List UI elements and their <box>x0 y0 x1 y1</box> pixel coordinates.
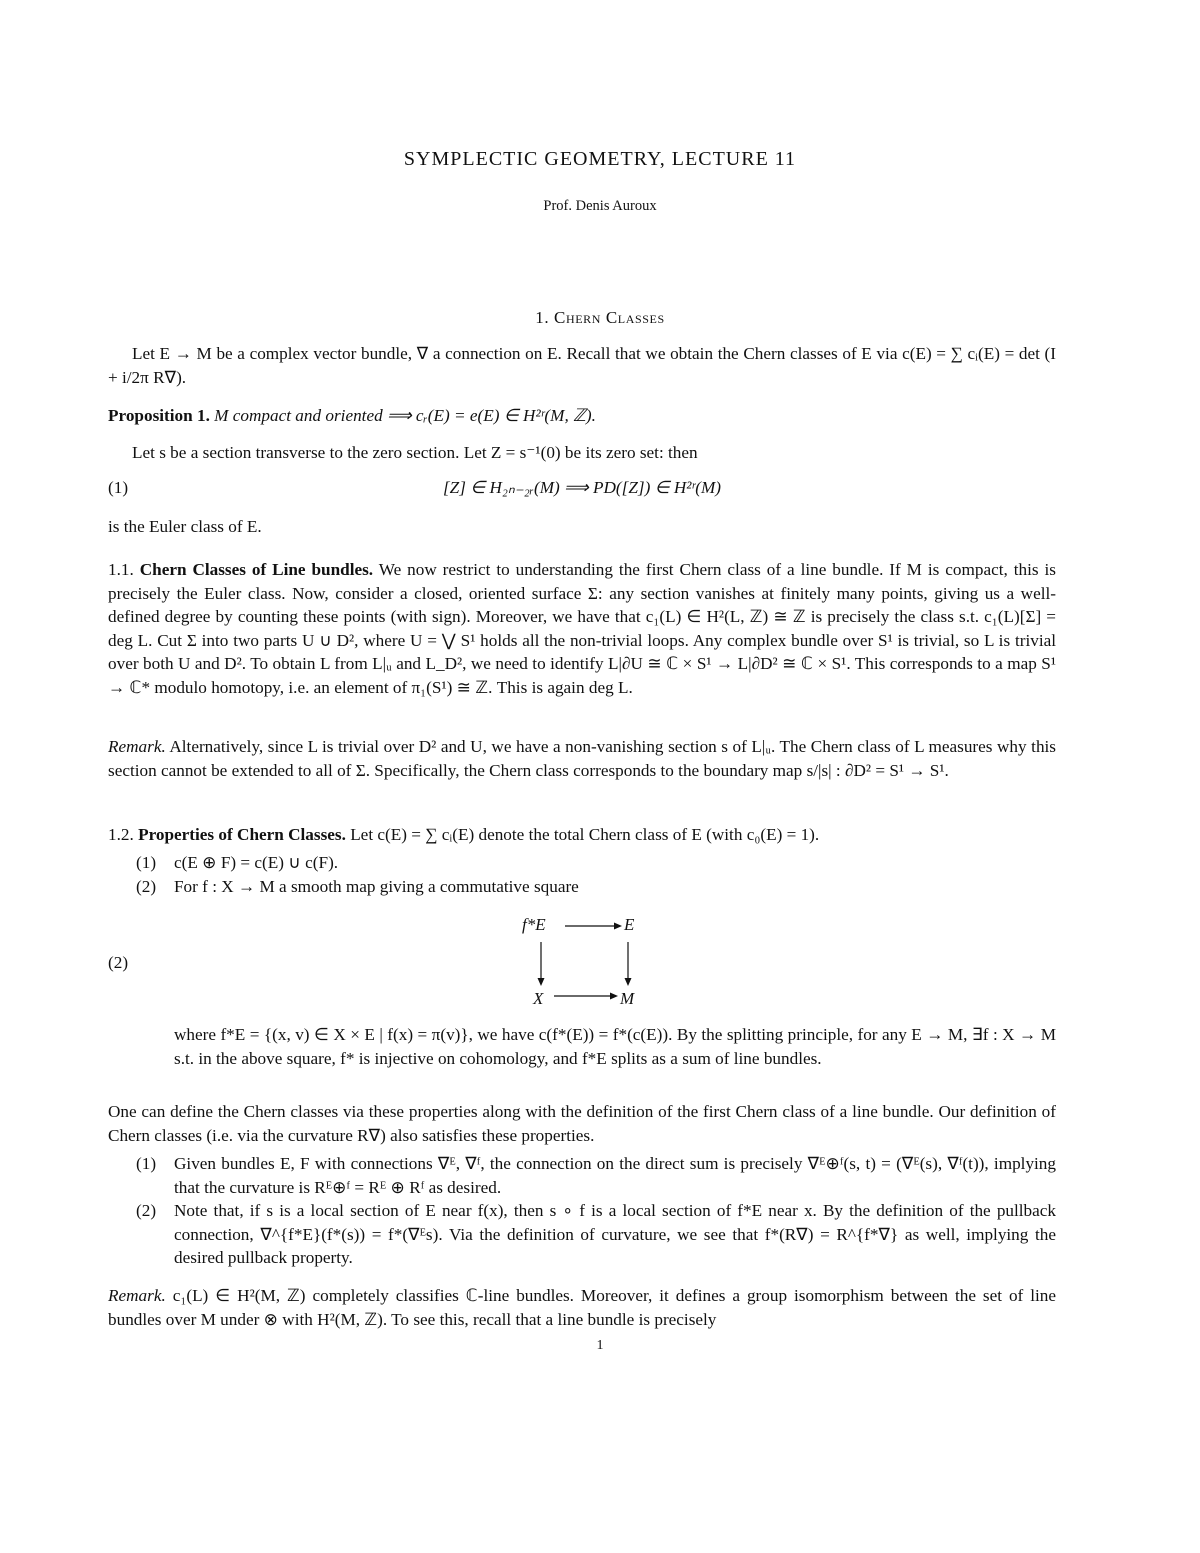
section-paragraph: Let s be a section transverse to the zero section. Let Z = s⁻¹(0) be its zero set: then <box>132 443 698 462</box>
after-diagram-paragraph: where f*E = {(x, v) ∈ X × E | f(x) = π(v)}, we have c(f*(E)) = f*(c(E)). By the splitting principle, for any E → M, ∃f : X → M s.t. in the above square, f* is injective on cohomology, and f*E splits as a sum of line bundles. <box>174 1025 1056 1068</box>
remark-label: Remark. <box>108 737 166 756</box>
subsection-heading: Properties of Chern Classes. <box>138 825 346 844</box>
diagram-top-left: f*E <box>522 915 546 934</box>
diagram-top-right: E <box>624 915 635 934</box>
proposition <box>108 404 1056 428</box>
diagram-bottom-left: X <box>533 989 544 1008</box>
list-item: (1) Given bundles E, F with connections ∇ᴱ, ∇ᶠ, the connection on the direct sum is precisely ∇ᴱ⊕ᶠ(s, t) = (∇ᴱ(s), ∇ᶠ(t)), implying that the curvature is Rᴱ⊕ᶠ = Rᴱ ⊕ Rᶠ as desired. <box>136 1154 1056 1197</box>
paper-title: SYMPLECTIC GEOMETRY, LECTURE 11 <box>403 148 797 170</box>
proposition-label: Proposition 1. <box>108 406 210 425</box>
list-item: (2) For f : X → M a smooth map giving a commutative square <box>136 877 579 896</box>
page-number: 1 <box>596 1338 604 1353</box>
subsection-heading: Chern Classes of Line bundles. <box>139 560 374 579</box>
subsection-label: 1.2. <box>108 825 134 844</box>
intro-paragraph: Let E → M be a complex vector bundle, ∇ a connection on E. Recall that we obtain the Chern classes of E via c(E) = ∑ cᵢ(E) = det (I + i/2π R∇). <box>108 344 1056 387</box>
remark-2 <box>108 1284 1056 1331</box>
section-heading: 1. Chern Classes <box>535 308 665 327</box>
remark-label: Remark. <box>108 1286 166 1305</box>
diagram-bottom-right: M <box>620 989 635 1008</box>
author-line: Prof. Denis Auroux <box>543 198 657 214</box>
equation-number: (2) <box>108 953 129 972</box>
define-paragraph: One can define the Chern classes via these properties along with the definition of the first Chern class of a line bundle. Our definition of Chern classes (i.e. via the curvature R∇) also satisfies these properties. <box>108 1102 1056 1145</box>
commutative-diagram-arrows <box>530 918 640 1008</box>
equation-body: [Z] ∈ H₂ₙ₋₂ᵣ(M) ⟹ PD([Z]) ∈ H²ʳ(M) <box>442 478 722 497</box>
remark-text: Alternatively, since L is trivial over D² and U, we have a non-vanishing section s of L|ᵤ. The Chern class of L measures why this section cannot be extended to all of Σ. Specifically, the Chern class corresponds to the boundary map s/|s| : ∂D² = S¹ → S¹. <box>108 737 1056 780</box>
subsection-1-2 <box>108 823 1056 847</box>
subsection-label: 1.1. <box>108 560 134 579</box>
list-item: (2) Note that, if s is a local section of E near f(x), then s ∘ f is a local section of f*E near x. By the definition of the pullback connection, ∇^{f*E}(f*(s)) = f*(∇ᴱs). Via the definition of curvature, we see that f*(R∇) = R^{f*∇} as well, implying the desired pullback property. <box>136 1201 1056 1267</box>
remark-text: c₁(L) ∈ H²(M, ℤ) completely classifies ℂ-line bundles. Moreover, it defines a group isomorphism between the set of line bundles over M under ⊗ with H²(M, ℤ). To see this, recall that a line bundle is precisely <box>108 1286 1057 1329</box>
remark-1 <box>108 735 1056 782</box>
subsection-text: We now restrict to understanding the first Chern class of a line bundle. If M is compact, this is precisely the Euler class. Now, consider a closed, oriented surface Σ: any section vanishes at finitely many points, giving us a well-defined degree by counting these points (with sign). Moreover, we have that c₁(L) ∈ H²(L, ℤ) ≅ ℤ is precisely the class s.t. c₁(L)[Σ] = deg L. Cut Σ into two parts U ∪ D², where U = ⋁ S¹ holds all the non-trivial loops. Any complex bundle over S¹ is trivial, so L is trivial over both U and D². To obtain L from L|ᵤ and L_D², we need to identify L|∂U ≅ ℂ × S¹ → L|∂D² ≅ ℂ × S¹. This corresponds to a map S¹ → ℂ* modulo homotopy, i.e. an element of π₁(S¹) ≅ ℤ. This is again deg L. <box>108 560 1056 697</box>
list-item: (1) c(E ⊕ F) = c(E) ∪ c(F). <box>136 853 339 872</box>
subsection-1-1 <box>108 558 1056 699</box>
proposition-text: M compact and oriented ⟹ cᵣ(E) = e(E) ∈ H²ʳ(M, ℤ). <box>214 406 596 425</box>
subsection-text: Let c(E) = ∑ cᵢ(E) denote the total Chern class of E (with c₀(E) = 1). <box>350 825 820 844</box>
equation-number: (1) <box>108 478 129 497</box>
euler-class-text: is the Euler class of E. <box>108 517 262 536</box>
